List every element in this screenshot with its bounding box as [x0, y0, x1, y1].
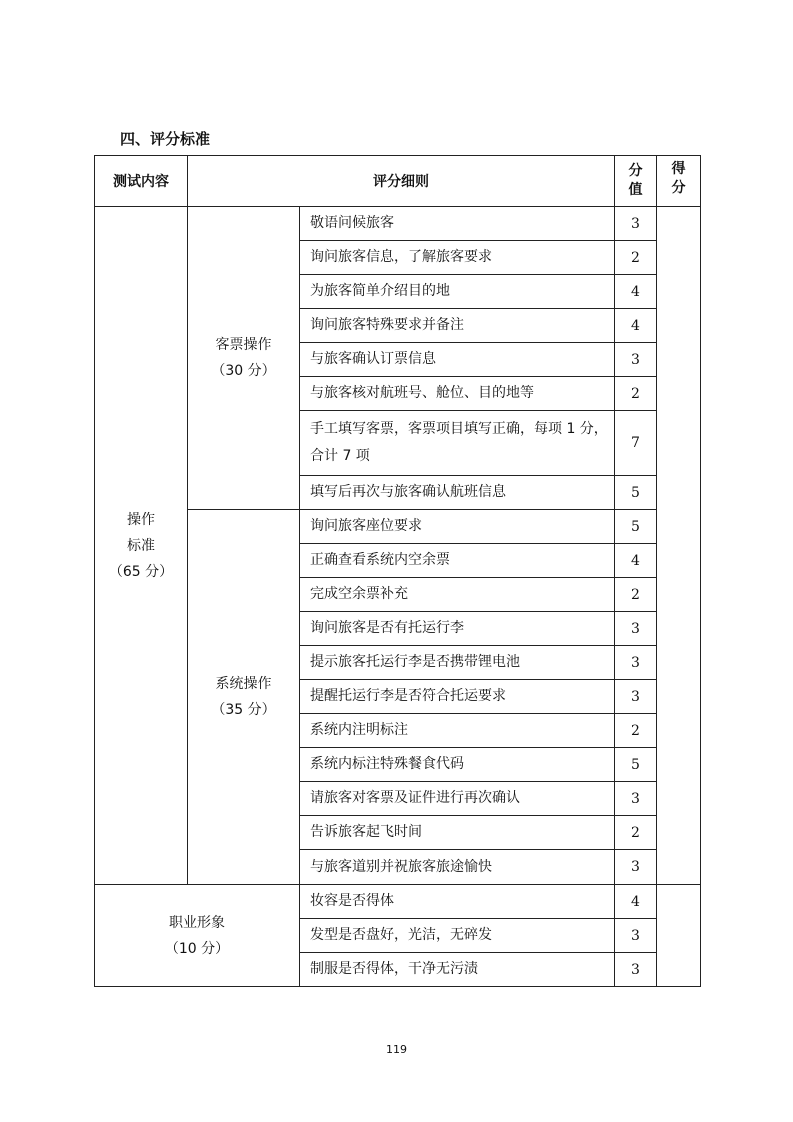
header-test-content: 测试内容: [95, 156, 188, 207]
item-text: 与旅客道别并祝旅客旅途愉快: [300, 850, 615, 885]
item-text: 系统内注明标注: [300, 714, 615, 748]
item-text: 询问旅客信息，了解旅客要求: [300, 241, 615, 275]
item-text: 与旅客确认订票信息: [300, 343, 615, 377]
item-points: 5: [615, 510, 657, 544]
subcategory-system-operation: 系统操作 （35 分）: [188, 510, 300, 885]
item-text: 发型是否盘好，光洁，无碎发: [300, 919, 615, 953]
item-points: 2: [615, 714, 657, 748]
score-cell-image[interactable]: [657, 885, 701, 987]
item-text: 填写后再次与旅客确认航班信息: [300, 476, 615, 510]
subcategory-ticket-operation: 客票操作 （30 分）: [188, 207, 300, 510]
item-points: 3: [615, 850, 657, 885]
item-text: 询问旅客座位要求: [300, 510, 615, 544]
item-points: 5: [615, 476, 657, 510]
header-scoring-detail: 评分细则: [188, 156, 615, 207]
item-points: 5: [615, 748, 657, 782]
item-points: 3: [615, 919, 657, 953]
item-points: 7: [615, 411, 657, 476]
item-text: 为旅客简单介绍目的地: [300, 275, 615, 309]
item-text: 制服是否得体，干净无污渍: [300, 953, 615, 987]
item-points: 4: [615, 885, 657, 919]
item-points: 3: [615, 646, 657, 680]
item-points: 3: [615, 207, 657, 241]
item-text: 提示旅客托运行李是否携带锂电池: [300, 646, 615, 680]
item-points: 2: [615, 578, 657, 612]
item-text: 告诉旅客起飞时间: [300, 816, 615, 850]
item-points: 2: [615, 377, 657, 411]
item-points: 3: [615, 782, 657, 816]
score-cell-operation[interactable]: [657, 207, 701, 885]
item-text: 完成空余票补充: [300, 578, 615, 612]
table-row: [95, 885, 701, 919]
item-points: 4: [615, 275, 657, 309]
item-points: 4: [615, 309, 657, 343]
header-points: 分 值: [615, 156, 657, 207]
table-row: [95, 207, 701, 241]
page-number: 119: [386, 1043, 407, 1056]
item-points: 3: [615, 343, 657, 377]
item-points: 2: [615, 241, 657, 275]
item-text: 手工填写客票，客票项目填写正确，每项 1 分，合计 7 项: [300, 411, 615, 476]
item-points: 3: [615, 953, 657, 987]
item-text: 敬语问候旅客: [300, 207, 615, 241]
item-text: 提醒托运行李是否符合托运要求: [300, 680, 615, 714]
category-professional-image: 职业形象 （10 分）: [95, 885, 300, 987]
item-points: 2: [615, 816, 657, 850]
item-text: 与旅客核对航班号、舱位、目的地等: [300, 377, 615, 411]
table-header-row: [95, 156, 701, 207]
item-points: 4: [615, 544, 657, 578]
item-points: 3: [615, 680, 657, 714]
section-heading: 四、评分标准: [120, 130, 211, 148]
item-points: 3: [615, 612, 657, 646]
item-text: 询问旅客是否有托运行李: [300, 612, 615, 646]
item-text: 系统内标注特殊餐食代码: [300, 748, 615, 782]
scoring-table: [94, 155, 701, 987]
item-text: 请旅客对客票及证件进行再次确认: [300, 782, 615, 816]
item-text: 正确查看系统内空余票: [300, 544, 615, 578]
category-operation-standard: 操作 标准 （65 分）: [95, 207, 188, 885]
item-text: 询问旅客特殊要求并备注: [300, 309, 615, 343]
item-text: 妆容是否得体: [300, 885, 615, 919]
header-score: 得 分: [657, 156, 701, 207]
